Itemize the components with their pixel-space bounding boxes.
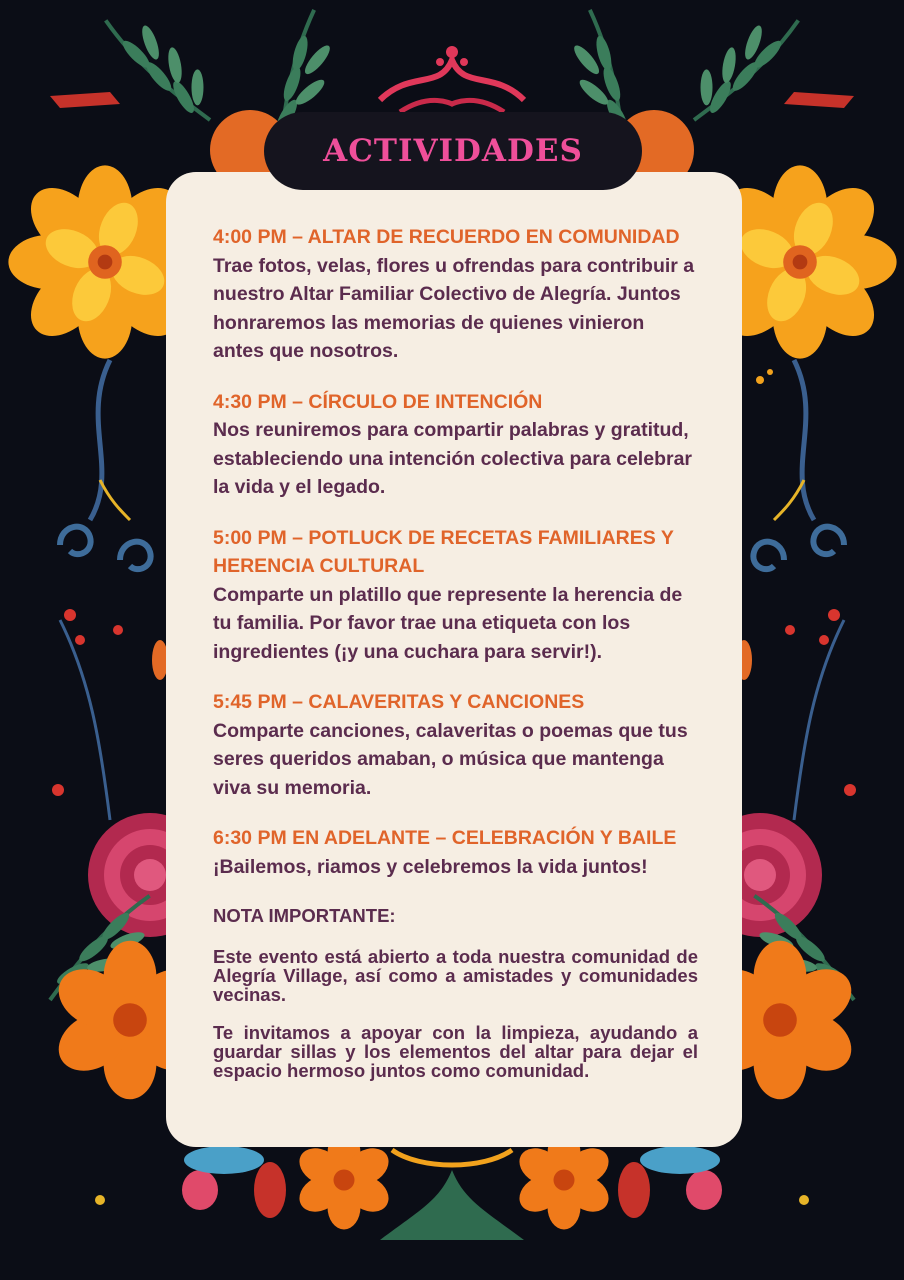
activity-item <box>213 824 698 881</box>
activity-item <box>213 688 698 802</box>
activity-description: Nos reuniremos para compartir palabras y gratitud, estableciendo una intención colectiva para celebrar la vida y el legado. <box>213 419 693 498</box>
activity-heading: 6:30 PM EN ADELANTE – CELEBRACIÓN Y BAILE <box>213 827 677 849</box>
activity-description: ¡Bailemos, riamos y celebremos la vida juntos! <box>213 855 648 878</box>
activities-card <box>166 172 742 1147</box>
activity-heading: 5:45 PM – CALAVERITAS Y CANCIONES <box>213 691 585 713</box>
activity-description: Trae fotos, velas, flores u ofrendas para contribuir a nuestro Altar Familiar Colectivo de Alegría. Juntos honraremos las memorias de quienes vinieron antes que nosotros. <box>213 254 695 362</box>
activity-item <box>213 524 698 667</box>
page-title: ACTIVIDADES <box>323 133 583 169</box>
activity-description: Comparte un platillo que represente la herencia de tu familia. Por favor trae una etiqueta con los ingredientes (¡y una cuchara para servir!). <box>213 583 683 663</box>
activity-description: Comparte canciones, calaveritas o poemas que tus seres queridos amaban, o música que mantenga viva su memoria. <box>213 719 688 799</box>
activity-heading: 4:30 PM – CÍRCULO DE INTENCIÓN <box>213 390 543 413</box>
title-banner <box>264 112 642 190</box>
note-paragraph: Te invitamos a apoyar con la limpieza, ayudando a guardar sillas y los elementos del altar para dejar el espacio hermoso juntos como comunidad. <box>213 1022 698 1081</box>
activity-heading: 5:00 PM – POTLUCK DE RECETAS FAMILIARES Y HERENCIA CULTURAL <box>213 526 674 577</box>
note-paragraph: Este evento está abierto a toda nuestra comunidad de Alegría Village, así como a amistades y comunidades vecinas. <box>213 946 698 1005</box>
activity-item <box>213 388 698 502</box>
activity-heading: 4:00 PM – ALTAR DE RECUERDO EN COMUNIDAD <box>213 226 680 248</box>
note-title: NOTA IMPORTANTE: <box>213 905 396 926</box>
activity-item <box>213 223 698 366</box>
